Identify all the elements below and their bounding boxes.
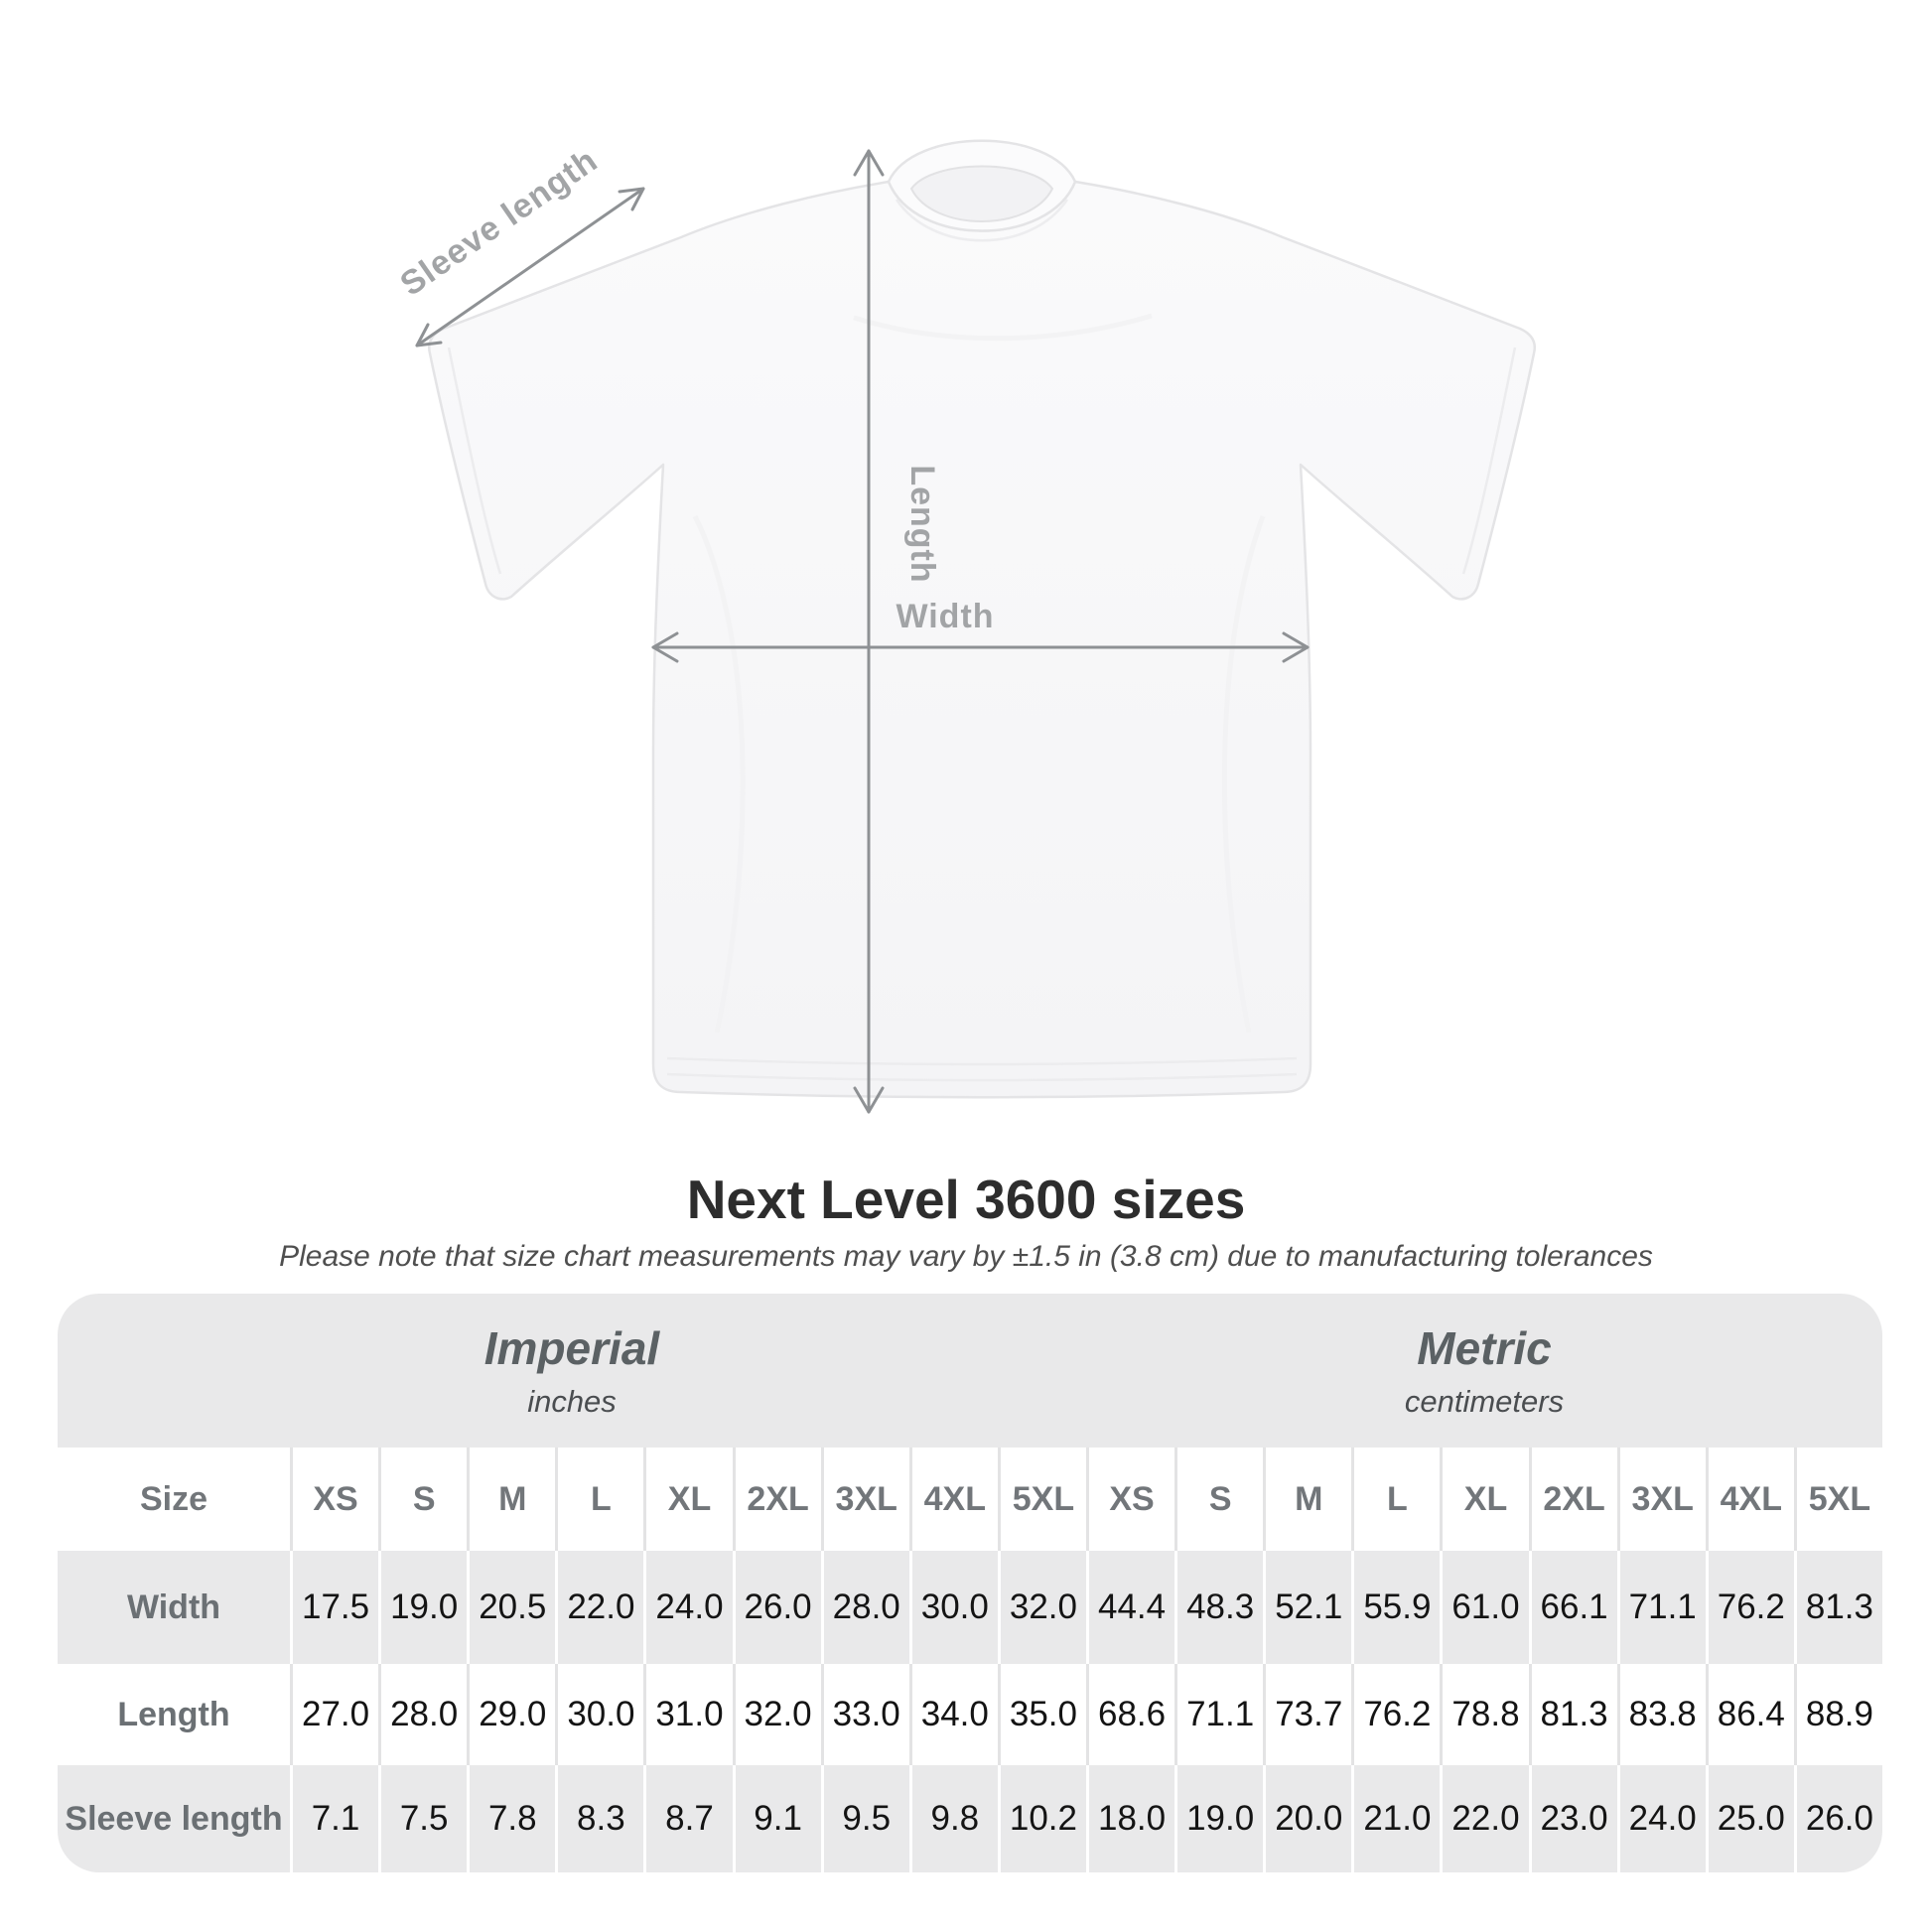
measurement-value: 68.6 (1086, 1664, 1174, 1765)
row-label: Sleeve length (65, 1799, 283, 1838)
measurement-value: 8.3 (555, 1765, 643, 1872)
size-col-header: M (467, 1448, 555, 1551)
size-col-header: L (1351, 1448, 1440, 1551)
size-table (58, 1294, 1882, 1872)
size-col-header: 2XL (1529, 1448, 1617, 1551)
measurement-value: 17.5 (290, 1551, 378, 1664)
metric-unit: centimeters (1404, 1384, 1565, 1419)
measurement-value: 32.0 (998, 1551, 1086, 1664)
measurement-value: 66.1 (1529, 1551, 1617, 1664)
length-label: Length (903, 465, 941, 584)
measurement-value: 25.0 (1706, 1765, 1794, 1872)
width-row (58, 1551, 1882, 1664)
size-header-row (58, 1448, 1882, 1551)
size-col-header: 5XL (1794, 1448, 1882, 1551)
measurement-value: 7.8 (467, 1765, 555, 1872)
measurement-value: 30.0 (555, 1664, 643, 1765)
measurement-value: 22.0 (555, 1551, 643, 1664)
measurement-value: 20.5 (467, 1551, 555, 1664)
size-col-header: 3XL (1617, 1448, 1706, 1551)
size-col-header: XL (1440, 1448, 1528, 1551)
metric-title: Metric (1417, 1322, 1552, 1374)
measurement-value: 44.4 (1086, 1551, 1174, 1664)
measurement-value: 10.2 (998, 1765, 1086, 1872)
tolerance-note: Please note that size chart measurements may vary by ±1.5 in (3.8 cm) due to manufacturing tolerances (279, 1240, 1653, 1273)
size-col-header: XS (290, 1448, 378, 1551)
measurement-value: 8.7 (643, 1765, 732, 1872)
measurement-value: 34.0 (909, 1664, 998, 1765)
size-col-header: 5XL (998, 1448, 1086, 1551)
measurement-value: 73.7 (1263, 1664, 1351, 1765)
measurement-value: 20.0 (1263, 1765, 1351, 1872)
tshirt-body (429, 182, 1535, 1097)
imperial-group (58, 1294, 1086, 1448)
measurement-value: 7.1 (290, 1765, 378, 1872)
size-col-header: 4XL (1706, 1448, 1794, 1551)
measurement-value: 24.0 (643, 1551, 732, 1664)
measurement-value: 28.0 (821, 1551, 909, 1664)
measurement-value: 88.9 (1794, 1664, 1882, 1765)
measurement-value: 76.2 (1706, 1551, 1794, 1664)
measurement-value: 71.1 (1617, 1551, 1706, 1664)
measurement-value: 78.8 (1440, 1664, 1528, 1765)
measurement-value: 81.3 (1529, 1664, 1617, 1765)
measurement-value: 9.8 (909, 1765, 998, 1872)
measurement-value: 52.1 (1263, 1551, 1351, 1664)
imperial-unit: inches (527, 1384, 617, 1419)
measurement-value: 32.0 (733, 1664, 821, 1765)
metric-group (1086, 1294, 1882, 1448)
measurement-value: 48.3 (1174, 1551, 1263, 1664)
measurement-value: 71.1 (1174, 1664, 1263, 1765)
size-header: Size (139, 1479, 208, 1518)
imperial-title: Imperial (483, 1322, 660, 1374)
measurement-value: 23.0 (1529, 1765, 1617, 1872)
measurement-value: 29.0 (467, 1664, 555, 1765)
measurement-value: 7.5 (378, 1765, 467, 1872)
measurement-value: 31.0 (643, 1664, 732, 1765)
measurement-value: 30.0 (909, 1551, 998, 1664)
row-label: Width (126, 1587, 221, 1626)
row-label: Length (117, 1695, 230, 1733)
size-col-header: S (1174, 1448, 1263, 1551)
size-col-header: 2XL (733, 1448, 821, 1551)
measurement-value: 19.0 (1174, 1765, 1263, 1872)
measurement-value: 18.0 (1086, 1765, 1174, 1872)
measurement-value: 55.9 (1351, 1551, 1440, 1664)
width-label: Width (896, 598, 995, 635)
size-col-header: S (378, 1448, 467, 1551)
measurement-value: 21.0 (1351, 1765, 1440, 1872)
measurement-value: 28.0 (378, 1664, 467, 1765)
unit-band (58, 1294, 1882, 1448)
page-title: Next Level 3600 sizes (686, 1169, 1246, 1230)
size-col-header: M (1263, 1448, 1351, 1551)
measurement-value: 33.0 (821, 1664, 909, 1765)
length-row (58, 1664, 1882, 1765)
measurement-value: 9.1 (733, 1765, 821, 1872)
sleeve-length-label: Sleeve length (393, 141, 606, 304)
size-col-header: L (555, 1448, 643, 1551)
measurement-value: 86.4 (1706, 1664, 1794, 1765)
measurement-value: 22.0 (1440, 1765, 1528, 1872)
measurement-value: 81.3 (1794, 1551, 1882, 1664)
measurement-value: 24.0 (1617, 1765, 1706, 1872)
measurement-value: 26.0 (733, 1551, 821, 1664)
measurement-value: 19.0 (378, 1551, 467, 1664)
measurement-value: 27.0 (290, 1664, 378, 1765)
size-col-header: XS (1086, 1448, 1174, 1551)
measurement-value: 76.2 (1351, 1664, 1440, 1765)
sleeve-length-row (58, 1765, 1882, 1872)
measurement-value: 35.0 (998, 1664, 1086, 1765)
size-col-header: 3XL (821, 1448, 909, 1551)
size-col-header: XL (643, 1448, 732, 1551)
size-col-header: 4XL (909, 1448, 998, 1551)
measurement-value: 83.8 (1617, 1664, 1706, 1765)
measurement-value: 9.5 (821, 1765, 909, 1872)
measurement-value: 61.0 (1440, 1551, 1528, 1664)
measurement-value: 26.0 (1794, 1765, 1882, 1872)
